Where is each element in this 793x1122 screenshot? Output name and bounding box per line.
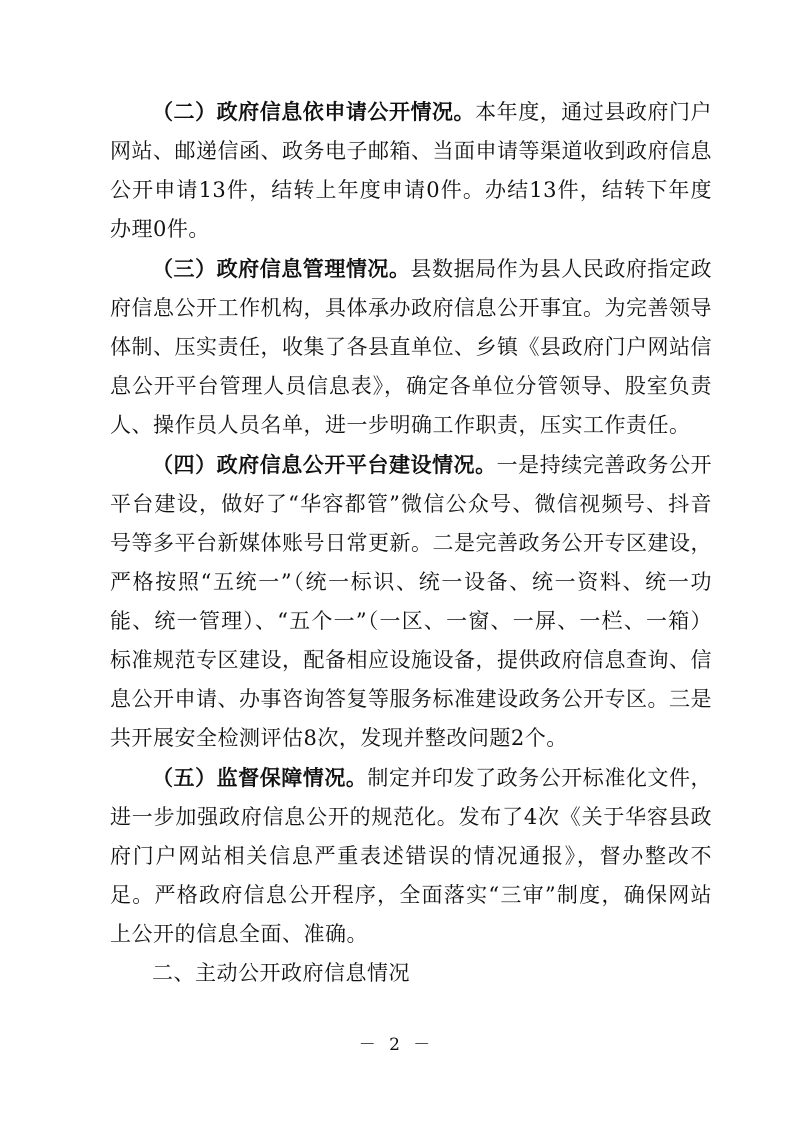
document-body (110, 92, 712, 993)
paragraph-apply-disclosure (110, 92, 712, 249)
paragraph-lead: （五）监督保障情况。 (152, 765, 368, 790)
paragraph-text: 县数据局作为县人民政府指定政府信息公开工作机构，具体承办政府信息公开事宜。为完善领导体制、压实责任，收集了各县直单位、乡镇《县政府门户网站信息公开平台管理人员信息表》，确定各单位分管领导、股室负责人、操作员人员名单，进一步明确工作职责，压实工作责任。 (110, 257, 713, 437)
section-heading: 二、主动公开政府信息情况 (152, 961, 410, 985)
paragraph-platform-construction (110, 445, 712, 758)
paragraph-lead: （四）政府信息公开平台建设情况。 (152, 452, 497, 477)
paragraph-info-management (110, 249, 712, 445)
paragraph-text: 一是持续完善政务公开平台建设，做好了“华容都管”微信公众号、微信视频号、抖音号等多平台新媒体账号日常更新。二是完善政务公开专区建设，严格按照“五统一”（统一标识、统一设备、统一资料、统一功能、统一管理）、“五个一”（一区、一窗、一屏、一栏、一箱）标准规范专区建设，配备相应设施设备，提供政府信息查询、信息公开申请、办事咨询答复等服务标准建设政务公开专区。三是共开展安全检测评估8次，发现并整改问题2个。 (110, 453, 712, 750)
paragraph-text: 本年度，通过县政府门户网站、邮递信函、政务电子邮箱、当面申请等渠道收到政府信息公开申请13件，结转上年度申请0件。办结13件，结转下年度办理0件。 (110, 100, 713, 241)
paragraph-text: 制定并印发了政务公开标准化文件，进一步加强政府信息公开的规范化。发布了4次《关于华容县政府门户网站相关信息严重表述错误的情况通报》，督办整改不足。严格政府信息公开程序，全面落实“三审”制度，确保网站上公开的信息全面、准确。 (110, 766, 713, 946)
paragraph-lead: （三）政府信息管理情况。 (152, 256, 411, 281)
paragraph-supervision (110, 758, 712, 954)
paragraph-lead: （二）政府信息依申请公开情况。 (152, 99, 476, 124)
page-number: － 2 － (358, 1035, 435, 1055)
